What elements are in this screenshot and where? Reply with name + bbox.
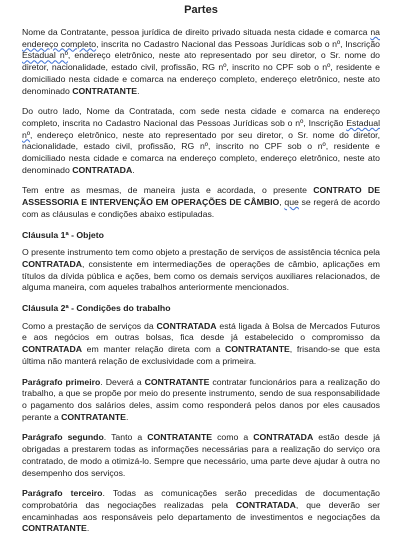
document-body [22, 27, 380, 535]
paragraph [22, 247, 380, 294]
spellcheck-flagged-text: que [284, 197, 299, 208]
text-run: Como a prestação de serviços da [22, 320, 157, 331]
bold-text: CONTRATANTE [22, 523, 87, 534]
bold-text: CONTRATADA [22, 344, 82, 355]
paragraph [22, 106, 380, 176]
text-run: Nome da Contratante, pessoa jurídica de direito privado situada nesta cidade e comarca [22, 27, 371, 37]
bold-text: CONTRATADA [235, 499, 296, 510]
text-run: , endereço eletrônico, neste ato representado por seu diretor, o Sr. nome do diretor, nacionalidade, estado civil, profissão, RG nº, inscrito no CPF sob o nº, residente e domiciliado nesta cidade e comarca na endereço completo, endereço eletrônico, neste ato denominado [22, 50, 380, 96]
text-run: . [125, 411, 129, 422]
text-run: . Deverá a [100, 376, 145, 387]
text-run: , [279, 197, 285, 208]
text-run: contratar funcionários para a realização do trabalho, a que se propõe por meio do presente instrumento, sendo de sua responsabilidade o pagamento dos salários deles, assim como responderá pelos danos por eles causados perante a [22, 376, 381, 422]
text-run: , inscrita no Cadastro Nacional das Pessoas Jurídicas sob o nº, Inscrição [96, 38, 380, 49]
text-run: como a [212, 432, 254, 443]
paragraph [22, 377, 380, 424]
text-run: Cláusula 1ª - Objeto [22, 229, 104, 240]
spellcheck-flagged-text: na endereço completo [22, 27, 380, 49]
text-run: , consistente em intermediações de operações de câmbio, aplicações em títulos da dívida pública e ações, bem como os demais serviços auxiliares relacionados, de alguma maneira, com aqueles trabalhos anteriormente mencionados. [22, 258, 380, 293]
text-run: se regerá de acordo com as cláusulas e condições abaixo estipuladas. [22, 197, 381, 219]
text-run: O presente instrumento tem como objeto a prestação de serviços de assistência técnica pela [22, 247, 380, 258]
clause-heading [22, 303, 380, 315]
clause-heading [22, 230, 380, 242]
text-run: . Todas as comunicações serão precedidas de documentação comprobatória das negociações realizadas pela [22, 488, 380, 510]
text-run: , endereço eletrônico, neste ato representado por seu diretor, o Sr. nome do diretor, nacionalidade, estado civil, profissão, RG nº, inscrito no CPF sob o nº, residente e domiciliado nesta cidade e comarca na endereço completo, endereço eletrônico, neste ato denominado [22, 129, 380, 175]
text-run: . [86, 523, 90, 534]
text-run: . [132, 164, 135, 175]
paragraph [22, 488, 380, 535]
bold-text: Parágrafo primeiro [22, 376, 101, 387]
bold-text: CONTRATANTE [61, 411, 126, 422]
bold-text: Parágrafo segundo [22, 432, 104, 443]
bold-text: Parágrafo terceiro [22, 488, 103, 499]
text-run: estão desde já obrigadas a prestarem todas as informações necessárias para a realização do serviço ora contratado, de modo a otimizá-lo. Sempre que necessário, uma parte deve ajudar à outra no desempenho dos serviços. [22, 432, 381, 478]
bold-text: CONTRATANTE [72, 85, 138, 96]
bold-text: CONTRATADA [72, 164, 133, 175]
bold-text: CONTRATANTE [224, 344, 290, 355]
bold-text: CONTRATADA [253, 432, 314, 443]
paragraph [22, 185, 380, 220]
text-run: Do outro lado, Nome da Contratada, com sede nesta cidade e comarca na endereço completo, inscrita no Cadastro Nacional das Pessoas Jurídicas sob o nº, Inscrição [22, 106, 380, 128]
text-run: , frisando-se que esta última não manterá relação de exclusividade com a primeira. [22, 344, 380, 366]
paragraph [22, 321, 380, 368]
paragraph [22, 27, 380, 97]
spellcheck-flagged-text: Estadual nº [22, 50, 68, 61]
text-run: está ligada à Bolsa de Mercados Futuros e aos negócios em outras bolsas, fica desde já estabelecido o compromisso da [22, 320, 381, 343]
bold-text: CONTRATANTE [144, 376, 210, 387]
bold-text: CONTRATADA [22, 258, 82, 269]
text-run: em manter relação direta com a [82, 344, 225, 355]
text-run: Cláusula 2ª - Condições do trabalho [22, 303, 171, 314]
text-run: . [137, 85, 140, 96]
text-run: . Tanto a [103, 432, 148, 443]
bold-text: CONTRATO DE ASSESSORIA E INTERVENÇÃO EM OPERAÇÕES DE CÂMBIO [22, 185, 381, 208]
bold-text: CONTRATANTE [147, 432, 213, 443]
bold-text: CONTRATADA [156, 320, 217, 331]
text-run: Tem entre as mesmas, de maneira justa e acordada, o presente [22, 185, 314, 196]
document-title: Partes [184, 4, 218, 16]
text-run: , que deverão ser encaminhadas aos responsáveis pelo departamento de investimentos e negociações da [22, 499, 380, 522]
paragraph [22, 432, 380, 479]
spellcheck-flagged-text: Estadual nº [22, 117, 380, 140]
